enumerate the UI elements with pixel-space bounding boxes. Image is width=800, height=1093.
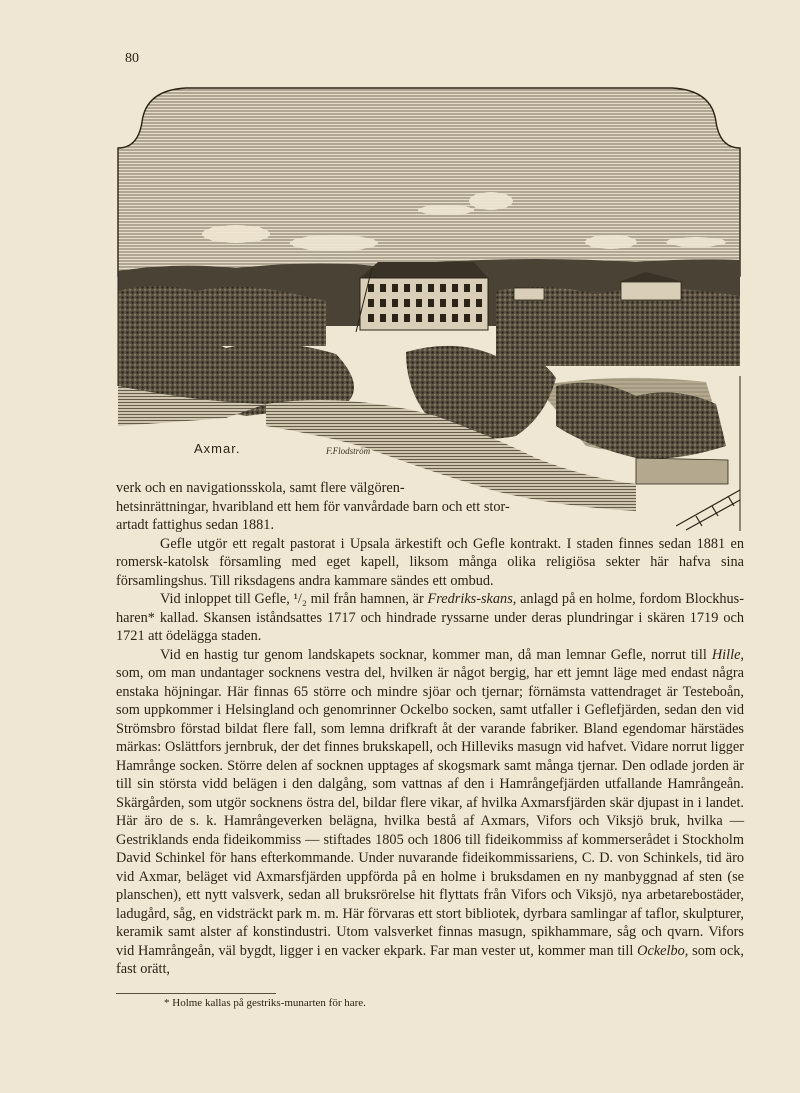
tur-text-a: Vid en hastig tur genom landskapets socknar, kommer man, då man lemnar Gefle, norrut till	[160, 646, 707, 663]
tur-hille: Hille,	[711, 646, 744, 663]
paragraph-tur	[116, 646, 744, 979]
paragraph-gefle: Gefle utgör ett regalt pastorat i Upsala ärkestift och Gefle kontrakt. I staden finnes sedan 1881 en romersk-katolsk församling med eget kapell, liksom många olika religiösa sekter här hafva sina församlingshus. Till riksdagens andra kammare sändes ett ombud.	[116, 535, 744, 589]
footnote: * Holme kallas på gestriks-munarten för hare.	[164, 997, 366, 1009]
tur-text-c: som ock, fast orätt,	[116, 942, 745, 977]
inlopp-fredriks-skans: Fredriks-skans,	[427, 591, 517, 607]
image-caption: Axmar.	[194, 441, 241, 456]
inlopp-text-b: mil från hamnen, är	[310, 591, 424, 607]
paragraph-inlopp	[116, 590, 744, 646]
footnote-rule	[116, 993, 276, 994]
manor-house-drawing	[356, 262, 488, 332]
page-number: 80	[125, 51, 139, 66]
tur-text-b: som, om man undantager socknens vestra del, hvilken är något bergig, har ett jemnt läge med endast några enstaka höjningar. Här finnas 65 större och mindre sjöar och tjernar; förnämsta vattendraget är Testeboån, som uppkommer i Helsingland och genomrinner Ockelbo socken, samt utfaller i Geflefjärden, sedan den vid Strömsbro förstad bildat flere fall, som lemna drifkraft åt der varande fabriker. Bland egendomar härstädes märkas: Oslättfors jernbruk, der det finnes brukskapell, och Hilleviks masugn vid hafvet. Vidare norrut ligger Hamrånge socken. Större delen af socknen upptages af skogsmark samt många tjernar. Den odlade jorden är till sin största vidd belägen i den dalgång, som vattnas af den i Hamrångefjärden utfallande Hamrångeån. Skärgården, som utgör socknens östra del, bildar flere vikar, af hvilka Axmarsfjärden skär djupast in i landet. Här äro de s. k. Hamrångeverken belägna, hvilka bestå af Axmars, Vifors och Viksjö bruk, hvilka — Gestriklands enda fideikommiss — stiftades 1805 och 1806 till fideikommiss af kommerserådet i Stockholm David Schinkel för hans efterkommande. Under nuvarande fideikommissariens, C. D. von Schinkels, tid äro vid Axmar, beläget vid Axmarsfjärden uppförda på en holme i bruksdamen en ny manbyggnad af sten (se planschen), ett nytt valsverk, sedan all bruksrörelse hit flyttats från Vifors och Viksjö, nya arbetarebostäder, ladugård, såg, en vidsträckt park m. m. Här förvaras ett stort bibliotek, dyrbara samlingar af taflor, skulpturer, keramik samt alster af konstindustri. Utom valsverket finnas masugn, spikhammare, såg och qvarn. Vifors vid Hamrångeån, väl bygdt, ligger i en vacker ekpark. Far man vester ut, kommer man till	[116, 665, 744, 959]
wrap-line-3: artadt fattighus sedan 1881.	[116, 517, 275, 533]
axmar-engraving	[116, 86, 743, 531]
inlopp-text-a: Vid inloppet till Gefle,	[160, 591, 290, 607]
engraver-signature: F.Flodström	[326, 446, 371, 456]
wrap-line-2: hetsinrättningar, hvaribland ett hem för vanvårdade barn och ett stor-	[116, 498, 510, 515]
wrap-line-1: verk och en navigationsskola, samt flere välgören-	[116, 480, 405, 496]
inlopp-text-c: anlagd på en holme, fordom Blockhus-haren* kallad. Skansen iståndsattes 1717 och hindrade ryssarne under deras plundringar i skären 1719 och 1721 att ödelägga staden.	[116, 591, 744, 644]
inlopp-fraction: ¹/₂	[293, 591, 307, 607]
tur-ockelbo: Ockelbo,	[637, 942, 689, 959]
